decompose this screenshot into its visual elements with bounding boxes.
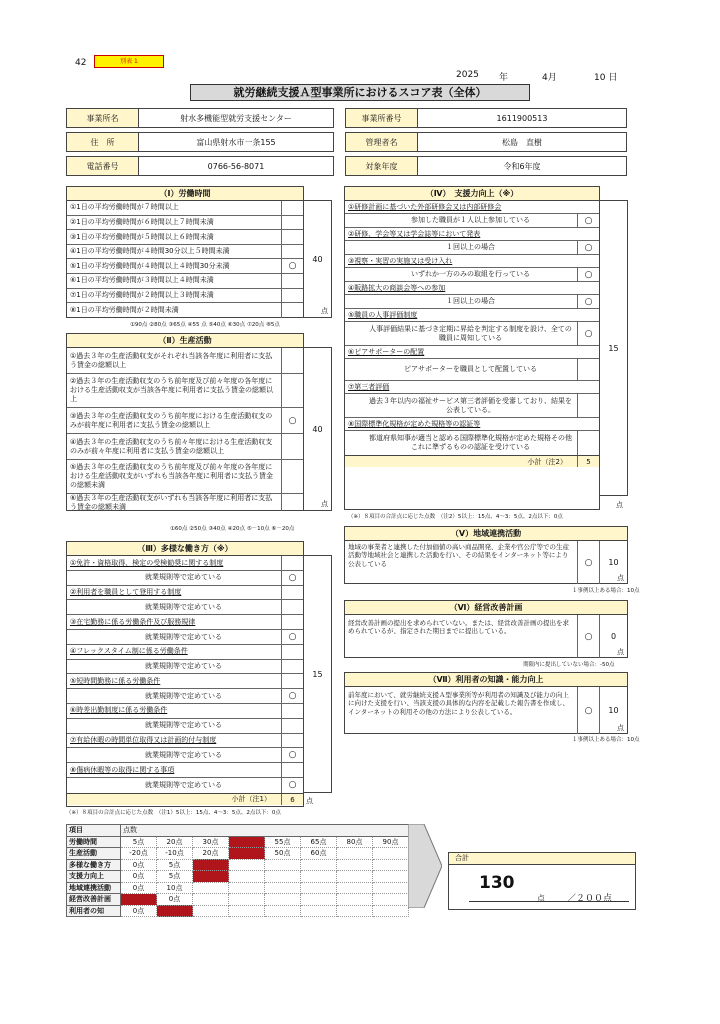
criterion-text: ②過去３年の生産活動収支のうち前年度及び前々年度の各年度における生産活動収支が当該各年度に利用者に支払う賃金の総額以上 [70,377,273,403]
check-mark [281,434,303,459]
check-mark [281,289,303,303]
criterion-row [67,303,303,318]
section-title: （Ⅴ）地域連携活動 [345,527,627,541]
office-name: 射水多機能型就労支援センター [180,113,292,123]
check-mark [281,274,303,288]
check-mark [281,201,303,215]
grid-cell [193,905,229,917]
grid-cell [229,859,265,871]
criterion-row [67,274,303,289]
criterion-row [67,615,303,630]
attachment-tag: 別表 1 [94,55,164,68]
phone: 0766-56-8071 [207,161,265,171]
section-title: （Ⅵ）経営改善計画 [345,601,627,615]
criterion-text: ③視察・実習の実施又は受け入れ [348,256,453,265]
grid-cell: 10点 [157,905,193,917]
grid-cell [265,859,301,871]
criterion-text: ④過去３年の生産活動収支のうち前々年度における生産活動収支のみが前々年度に利用者に支払う賃金の総額以上 [70,437,273,455]
manager-row [345,132,627,152]
criterion-sub-text: 都道府県知事が適当と認める国際標準化規格が定めた規格その他これに準ずるものの認証を受けている [369,434,572,451]
criterion-text: ⑤過去３年の生産活動収支のうち前年度及び前々年度の各年度における生産活動収支がいずれも当該各年度に利用者に支払う賃金の総額未満 [70,463,273,489]
check-mark [577,359,599,380]
criterion-row [67,763,303,778]
grid-cell: 0点 [157,894,193,906]
points-unit: 点 [617,574,624,582]
points-unit: 点 [321,307,328,315]
office-no: 1611900513 [496,113,548,123]
check-cell [281,556,303,570]
subtotal-value: 5 [577,456,599,467]
total-underline [469,901,629,902]
section1-note: ①90点 ②80点 ③65点 ④55 点 ⑤40点 ⑥30点 ⑦20点 ⑧5点 [130,322,280,328]
grid-header-item: 項目 [67,825,121,837]
criterion-row [67,460,303,494]
criterion-text: ①研修計画に基づいた外部研修会又は内部研修会 [348,202,502,211]
section6-note: 期限内に提出していない場合：-50点 [523,662,615,668]
grid-cell: 15点 [193,859,229,871]
grid-row-label: 生産活動 [67,848,121,860]
criterion-row [67,289,303,304]
criterion-text: ⑦第三者評価 [348,382,390,391]
criterion-row [345,228,599,241]
criterion-text: ③1日の平均労働時間が５時間以上６時間未満 [70,232,214,241]
grid-cell [337,882,373,894]
section-regional-collab [344,526,628,584]
grid-cell [301,871,337,883]
grid-row-label: 多様な働き方 [67,859,121,871]
check-mark: ○ [577,241,599,254]
check-mark [281,494,303,511]
section-management-plan [344,600,628,658]
criterion-sub-row [345,268,599,282]
criterion-sub-row [67,689,303,704]
criterion-row [67,645,303,660]
section3-note: （※）８項目の合計点に応じた点数 （注1）5以上：15点、4～3：5点、2点以下：0点 [66,810,281,816]
criterion-sub-text: 就業規則等で定めている [145,573,222,582]
criterion-text: ③在宅勤務に係る労働条件及び服務規律 [70,617,196,626]
grid-cell: 5点 [121,836,157,848]
check-mark [577,394,599,417]
section4-points [600,200,628,496]
criterion-row [67,494,303,511]
criterion-sub-text: ピアサポーターを職員として配置している [404,365,537,374]
criterion-sub-text: １回以上の場合 [446,297,495,306]
check-mark [281,230,303,244]
points-value: 10 [608,558,619,567]
criterion-row [345,381,599,394]
criterion-sub-row [345,322,599,346]
grid-cell [337,848,373,860]
criterion-sub-text: 就業規則等で定めている [145,780,222,789]
criterion-row [67,408,303,434]
address: 富山県射水市一条155 [196,137,276,147]
section-title: （Ⅶ）利用者の知識・能力向上 [345,673,627,687]
check-mark: ○ [577,687,599,734]
check-mark: ○ [577,295,599,308]
grid-row-label: 利用者の知 [67,905,121,917]
criterion-text: ⑥過去３年の生産活動収支がいずれも当該各年度に利用者に支払う賃金の総額未満 [70,493,273,511]
grid-cell [337,894,373,906]
section-production [66,333,304,511]
criterion-text: ④フレックスタイム制に係る労働条件 [70,647,188,656]
criterion-text: ⑥ピアサポーターの配置 [348,347,425,356]
check-mark: ○ [577,615,599,658]
address-label: 住 所 [67,133,139,151]
total-max: ／２００点 [567,894,613,904]
criterion-row [345,201,599,214]
criterion-text: ③過去３年の生産活動収支のうち前年度における生産活動収支のみが前年度に利用者に支払う賃金の総額以上 [70,411,273,429]
grid-cell: 0点 [121,871,157,883]
criterion-text: ①過去３年の生産活動収支がそれぞれ当該各年度に利用者に支払う賃金の総額以上 [70,351,273,369]
section3-unit: 点 [306,797,313,805]
grid-cell [193,882,229,894]
year-label: 対象年度 [346,157,418,175]
grid-cell [373,894,409,906]
grid-cell [265,905,301,917]
check-cell [281,674,303,688]
criterion-text: ⑤短時間勤務に係る労働条件 [70,676,161,685]
grid-header-score: 点数 [121,825,409,837]
criterion-row [67,704,303,719]
criterion-sub-row [345,295,599,309]
grid-cell [265,871,301,883]
criterion-sub-text: 就業規則等で定めている [145,750,222,759]
section-title: （Ⅲ）多様な働き方（※） [67,542,303,556]
criterion-row [67,374,303,408]
check-cell [281,734,303,748]
criterion-sub-row [345,394,599,418]
grid-cell [193,894,229,906]
office-no-row [345,108,627,128]
grid-cell [373,882,409,894]
criterion-row [345,346,599,359]
check-mark [281,460,303,493]
criterion-sub-row [345,431,599,455]
criterion-row [67,348,303,374]
check-mark [281,660,303,674]
criterion-text: ②研修、学会等又は学会誌等において発表 [348,229,481,238]
criterion-text: ⑧1日の平均労働時間が２時間未満 [70,306,179,315]
check-mark: ○ [577,322,599,345]
criterion-sub-text: 就業規則等で定めている [145,721,222,730]
criterion-text: ④販路拡大の商談会等への参加 [348,283,446,292]
check-mark [281,216,303,230]
grid-row-label: 労働時間 [67,836,121,848]
section-user-skills [344,672,628,734]
grid-row [67,836,409,848]
year-row [345,156,627,176]
points-unit: 点 [321,500,328,508]
check-mark [281,303,303,318]
criterion-text: ⑥1日の平均労働時間が３時間以上４時間未満 [70,276,214,285]
grid-cell [265,894,301,906]
check-mark [281,719,303,733]
grid-row [67,871,409,883]
criterion-sub-row [345,241,599,255]
section1-points [304,200,332,318]
phone-row [66,156,334,176]
criterion-sub-row [67,748,303,763]
grid-row-label: 経営改善計画 [67,894,121,906]
points-value: 15 [312,669,323,679]
criterion-row [345,309,599,322]
office-name-label: 事業所名 [67,109,139,127]
check-mark: ○ [281,630,303,644]
check-mark: ○ [281,259,303,273]
criterion-text: ①免許・資格取得、検定の受検勧奨に関する制度 [70,558,224,567]
criterion-row [67,674,303,689]
arrow-right-icon [408,824,442,908]
points-value: 0 [610,632,617,641]
section-support-capacity [344,186,600,510]
criterion-row [67,230,303,245]
grid-row-label: 地域連携活動 [67,882,121,894]
criterion-row [345,418,599,431]
criterion-sub-text: 就業規則等で定めている [145,691,222,700]
section5-note: １事例以上ある場合：10点 [572,588,640,594]
section-title: （Ⅳ） 支援力向上（※） [345,187,599,201]
criterion-row [67,201,303,216]
criterion-sub-row [67,571,303,586]
criterion-sub-row [345,214,599,228]
grid-cell: 80点 [337,836,373,848]
grid-cell: 50点 [265,848,301,860]
manager-label: 管理者名 [346,133,418,151]
total-unit: 点 [537,894,545,903]
grid-cell [337,871,373,883]
section7-text: 前年度において、就労継続支援Ａ型事業所等が利用者の知識及び能力の向上に向けた支援を行い、当該支援の具体的な内容を記載した報告書を作成し、インターネットの利用その他の方法により公表している。 [348,691,569,716]
grid-cell: -50点 [121,894,157,906]
office-name-row [66,108,334,128]
grid-cell: 40点 [229,848,265,860]
grid-cell [373,848,409,860]
criterion-row [345,255,599,268]
grid-cell [337,905,373,917]
section-diverse-work [66,541,304,807]
check-mark [281,245,303,259]
criterion-text: ⑧国際標準化規格が定めた規格等の認証等 [348,419,481,428]
criterion-text: ⑦1日の平均労働時間が２時間以上３時間未満 [70,290,214,299]
phone-label: 電話番号 [67,157,139,175]
criterion-sub-text: 就業規則等で定めている [145,662,222,671]
section-working-hours [66,186,304,318]
subtotal-value: 6 [281,794,303,805]
grid-cell: 0点 [121,905,157,917]
section4-unit: 点 [616,501,623,509]
section7-note: １事例以上ある場合：10点 [572,737,640,743]
check-mark: ○ [577,214,599,227]
check-mark: ○ [281,748,303,762]
criterion-sub-row [67,600,303,615]
criterion-text: ⑧傷病休暇等の取得に関する事項 [70,765,175,774]
total-box [448,852,636,910]
criterion-sub-row [67,660,303,675]
criterion-row [67,556,303,571]
check-mark: ○ [281,778,303,793]
grid-cell [229,882,265,894]
criterion-text: ④1日の平均労働時間が４時間30分以上５時間未満 [70,247,230,256]
grid-cell [373,871,409,883]
points-unit: 点 [617,648,624,656]
date-year-unit: 年 [499,73,509,83]
check-mark: ○ [281,408,303,433]
grid-cell: 60点 [301,848,337,860]
total-label: 合計 [449,853,635,865]
points-value: 40 [312,254,323,264]
grid-cell: 10点 [157,882,193,894]
date-day: 10 日 [594,73,618,83]
criterion-row [67,434,303,460]
subtotal-label: 小計（注2） [527,457,567,466]
total-score: 130 [479,873,515,893]
check-cell [281,645,303,659]
date-month: 4月 [542,73,557,83]
section2-points [304,347,332,511]
check-cell [281,615,303,629]
grid-cell [337,859,373,871]
check-cell [281,586,303,600]
grid-cell: 90点 [373,836,409,848]
check-mark [281,374,303,407]
check-mark [281,600,303,614]
score-grid [66,824,409,917]
criterion-text: ⑥時差出勤制度に係る労働条件 [70,706,168,715]
points-value: 15 [608,343,619,353]
check-mark: ○ [281,571,303,585]
grid-cell [301,905,337,917]
grid-cell: -20点 [121,848,157,860]
criterion-sub-text: いずれか一方のみの取組を行っている [411,270,530,279]
criterion-sub-text: １回以上の場合 [446,243,495,252]
check-mark: ○ [577,541,599,584]
grid-cell: 30点 [193,836,229,848]
criterion-sub-text: 人事評価結果に基づき定期に昇給を判定する制度を設け、全ての職員に周知している [369,324,572,342]
check-cell [281,704,303,718]
check-mark [281,348,303,373]
check-mark [577,431,599,455]
subtotal-label: 小計（注1） [231,795,271,804]
grid-cell [373,859,409,871]
section-title: （Ⅰ）労働時間 [67,187,303,201]
grid-cell: 20点 [157,836,193,848]
check-mark: ○ [281,689,303,703]
criterion-text: ⑦有給休暇の時間単位取得又は計画的付与制度 [70,736,217,745]
section3-points [304,555,332,793]
grid-cell [301,859,337,871]
points-value: 10 [608,706,619,715]
criterion-text: ②利用者を職員として登用する制度 [70,588,182,597]
grid-row [67,882,409,894]
grid-row [67,905,409,917]
criterion-sub-row [67,778,303,793]
section-title: （Ⅱ）生産活動 [67,334,303,348]
grid-cell: 55点 [265,836,301,848]
criterion-sub-text: 就業規則等で定めている [145,602,222,611]
office-no-label: 事業所番号 [346,109,418,127]
section3-subtotal [67,793,303,805]
grid-cell [229,871,265,883]
grid-cell: 65点 [301,836,337,848]
check-cell [281,763,303,777]
address-row [66,132,334,152]
criterion-row [67,734,303,749]
criterion-row [67,216,303,231]
grid-cell: 5点 [157,871,193,883]
criterion-sub-row [67,630,303,645]
criterion-text: ②1日の平均労働時間が６時間以上７時間未満 [70,218,214,227]
date-year: 2025 [456,70,479,80]
grid-cell: 40点 [229,836,265,848]
grid-row [67,848,409,860]
criterion-sub-text: 参加した職員が１人以上参加している [411,216,530,225]
grid-cell: 0点 [121,859,157,871]
grid-row [67,859,409,871]
criterion-text: ⑤1日の平均労働時間が４時間以上４時間30分未満 [70,261,230,270]
page-title: 就労継続支援Ａ型事業所におけるスコア表（全体） [190,84,530,101]
section4-note: （※）８項目の合計点に応じた点数 （注2）5以上：15点、4～3：5点、2点以下：0点 [348,514,563,520]
grid-cell: 0点 [121,882,157,894]
criterion-row [345,282,599,295]
criterion-row [67,245,303,260]
grid-cell: 5点 [157,859,193,871]
points-value: 40 [312,424,323,434]
criterion-row [67,586,303,601]
grid-cell: -10点 [157,848,193,860]
grid-cell: 15点 [193,871,229,883]
grid-cell [301,882,337,894]
grid-cell [265,882,301,894]
criterion-sub-text: 過去３年以内の福祉サービス第三者評価を受審しており、結果を公表している。 [369,396,572,414]
criterion-row [67,259,303,274]
grid-cell [229,894,265,906]
grid-row-label: 支援力向上 [67,871,121,883]
grid-row [67,894,409,906]
page-number: 42 [75,58,87,68]
points-unit: 点 [617,724,624,732]
target-year: 令和6年度 [503,161,541,171]
criterion-text: ⑤職員の人事評価制度 [348,310,418,319]
criterion-sub-text: 就業規則等で定めている [145,632,222,641]
criterion-sub-row [67,719,303,734]
section4-subtotal [345,455,599,467]
criterion-sub-row [345,359,599,381]
manager: 松島 直樹 [502,137,542,147]
section2-note: ①60点 ②50点 ③40点 ④20点 ⑤－10点 ⑥－20点 [170,526,295,532]
criterion-text: ①1日の平均労働時間が７時間以上 [70,203,179,212]
grid-cell [373,905,409,917]
grid-cell: 20点 [193,848,229,860]
check-mark: ○ [577,268,599,281]
grid-cell [229,905,265,917]
section5-text: 地域の事業者と連携した付加価値の高い商品開発、企業や官公庁等での生産活動等地域社会と連携した活動を行い、その結果をインターネット等により公表している [348,543,569,568]
grid-cell [301,894,337,906]
section6-text: 経営改善計画の提出を求められていない。または、経営改善計画の提出を求められているが、指定された期日までに提出している。 [348,619,569,636]
